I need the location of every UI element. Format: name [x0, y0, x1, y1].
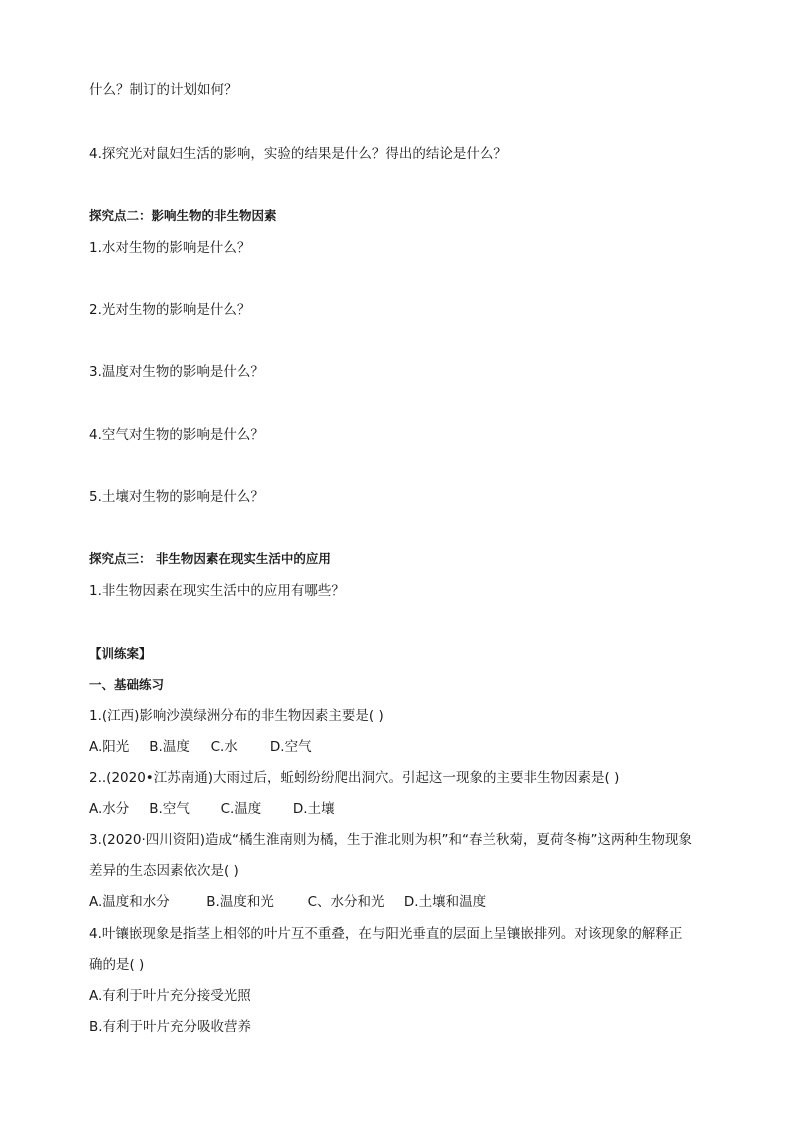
question-temperature: 3.温度对生物的影响是什么？ — [89, 364, 264, 380]
question-3-continuation: 什么？制订的计划如何？ — [89, 82, 238, 98]
mcq-3-stem-line-2: 差异的生态因素依次是( ) — [89, 863, 239, 879]
mcq-2-option-c: C.温度 — [220, 801, 262, 817]
mcq-4-option-b: B.有利于叶片充分吸收营养 — [89, 1019, 252, 1035]
mcq-1-option-d: D.空气 — [269, 739, 312, 755]
mcq-2-option-a: A.水分 — [89, 801, 130, 817]
mcq-1-option-c: C.水 — [210, 739, 238, 755]
mcq-2-stem: 2..(2020•江苏南通)大雨过后，蚯蚓纷纷爬出洞穴。引起这一现象的主要非生物因素是( ) — [89, 770, 620, 786]
mcq-1-options — [89, 737, 312, 757]
mcq-3-option-a: A.温度和水分 — [89, 894, 170, 910]
mcq-3-option-d: D.土壤和温度 — [403, 894, 487, 910]
mcq-4-stem-line-2: 确的是( ) — [89, 957, 145, 973]
question-air: 4.空气对生物的影响是什么？ — [89, 427, 264, 443]
mcq-3-option-c: C、水分和光 — [307, 894, 385, 910]
mcq-2-option-d: D.土壤 — [292, 801, 335, 817]
mcq-3-option-b: B.温度和光 — [206, 894, 274, 910]
mcq-3-stem-line-1: 3.(2020·四川资阳)造成“橘生淮南则为橘，生于淮北则为枳”和“春兰秋菊，夏荷冬梅”这两种生物现象 — [89, 832, 693, 848]
mcq-1-option-b: B.温度 — [149, 739, 190, 755]
mcq-4-option-a: A.有利于叶片充分接受光照 — [89, 988, 251, 1004]
question-4-light-experiment: 4.探究光对鼠妇生活的影响，实验的结果是什么？得出的结论是什么？ — [89, 146, 507, 162]
mcq-2-options — [89, 799, 335, 819]
mcq-3-options — [89, 892, 486, 912]
mcq-2-option-b: B.空气 — [149, 801, 190, 817]
mcq-4-stem-line-1: 4.叶镶嵌现象是指茎上相邻的叶片互不重叠，在与阳光垂直的层面上呈镶嵌排列。对该现象的解释正 — [89, 926, 683, 942]
basic-practice-heading: 一、基础练习 — [89, 677, 165, 692]
mcq-1-stem: 1.(江西)影响沙漠绿洲分布的非生物因素主要是( ) — [89, 708, 384, 724]
mcq-1-option-a: A.阳光 — [89, 739, 130, 755]
training-heading: 【训练案】 — [89, 646, 152, 661]
question-light: 2.光对生物的影响是什么？ — [89, 302, 251, 318]
section-heading-point-2: 探究点二：影响生物的非生物因素 — [89, 208, 277, 223]
question-soil: 5.土壤对生物的影响是什么？ — [89, 489, 264, 505]
section-heading-point-3: 探究点三： 非生物因素在现实生活中的应用 — [89, 551, 331, 566]
question-water: 1.水对生物的影响是什么？ — [89, 240, 251, 256]
question-application: 1.非生物因素在现实生活中的应用有哪些？ — [89, 583, 345, 599]
